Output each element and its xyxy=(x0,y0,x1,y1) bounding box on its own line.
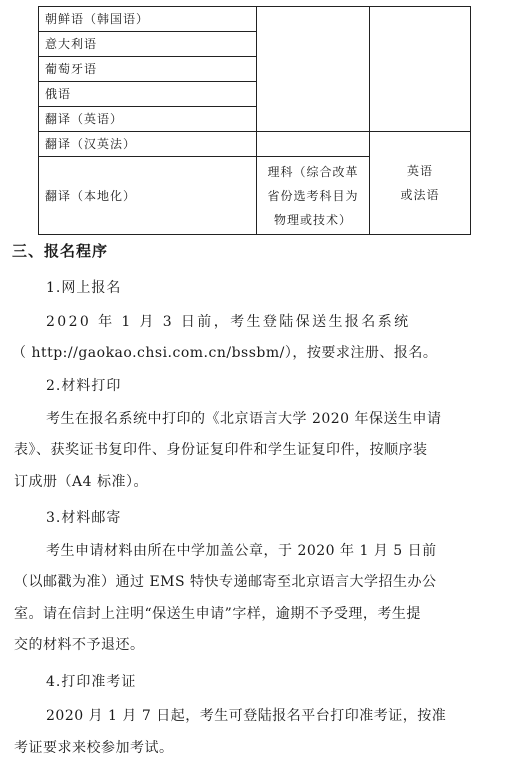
paragraph-line: （以邮戳为准）通过 EMS 特快专递邮寄至北京语言大学招生办公 xyxy=(14,574,437,590)
table-cell-language: 意大利语 xyxy=(39,32,257,57)
table-cell-language: 翻译（英语） xyxy=(39,107,257,132)
paragraph-line: 订成册（A4 标准）。 xyxy=(14,474,148,490)
item-title: 4.打印准考证 xyxy=(46,674,137,690)
paragraph-line: 考证要求来校参加考试。 xyxy=(14,740,174,756)
table-cell-language: 翻译（本地化） xyxy=(39,157,257,235)
paragraph-line: 考生在报名系统中打印的《北京语言大学 2020 年保送生申请 xyxy=(46,411,442,427)
paragraph-line: 2020 年 1 月 3 日前，考生登陆保送生报名系统 xyxy=(46,314,411,330)
item-title: 3.材料邮寄 xyxy=(46,510,122,526)
subject-line: 物理或技术） xyxy=(273,212,352,227)
subject-line: 理科（综合改革 xyxy=(267,164,359,179)
language-major-table xyxy=(38,6,471,235)
table-cell-empty xyxy=(257,132,370,157)
paragraph-line: 考生申请材料由所在中学加盖公章，于 2020 年 1 月 5 日前 xyxy=(46,543,437,559)
table-cell-language: 朝鲜语（韩国语） xyxy=(39,7,257,32)
item-title: 2.材料打印 xyxy=(46,378,122,394)
paragraph-line: （ http://gaokao.chsi.com.cn/bssbm/），按要求注册、报名。 xyxy=(12,345,438,361)
table-cell-language: 俄语 xyxy=(39,82,257,107)
paragraph-line: 交的材料不予退还。 xyxy=(14,637,145,653)
table-cell-language: 葡萄牙语 xyxy=(39,57,257,82)
subject-line: 省份选考科目为 xyxy=(267,188,359,203)
exam-line: 或法语 xyxy=(400,188,440,202)
table-cell-empty xyxy=(257,7,370,132)
table-cell-subject-requirement xyxy=(257,157,370,235)
paragraph-line: 2020 月 1 月 7 日起，考生可登陆报名平台打印准考证，按准 xyxy=(46,708,447,724)
section-heading: 三、报名程序 xyxy=(12,242,109,260)
paragraph-line: 室。请在信封上注明“保送生申请”字样，逾期不予受理，考生提 xyxy=(14,606,421,622)
table-cell-language: 翻译（汉英法） xyxy=(39,132,257,157)
table-cell-exam-subject xyxy=(370,132,471,235)
table-cell-empty xyxy=(370,7,471,132)
item-title: 1.网上报名 xyxy=(46,280,122,296)
paragraph-line: 表》、获奖证书复印件、身份证复印件和学生证复印件，按顺序装 xyxy=(14,442,428,458)
exam-line: 英语 xyxy=(406,164,433,178)
